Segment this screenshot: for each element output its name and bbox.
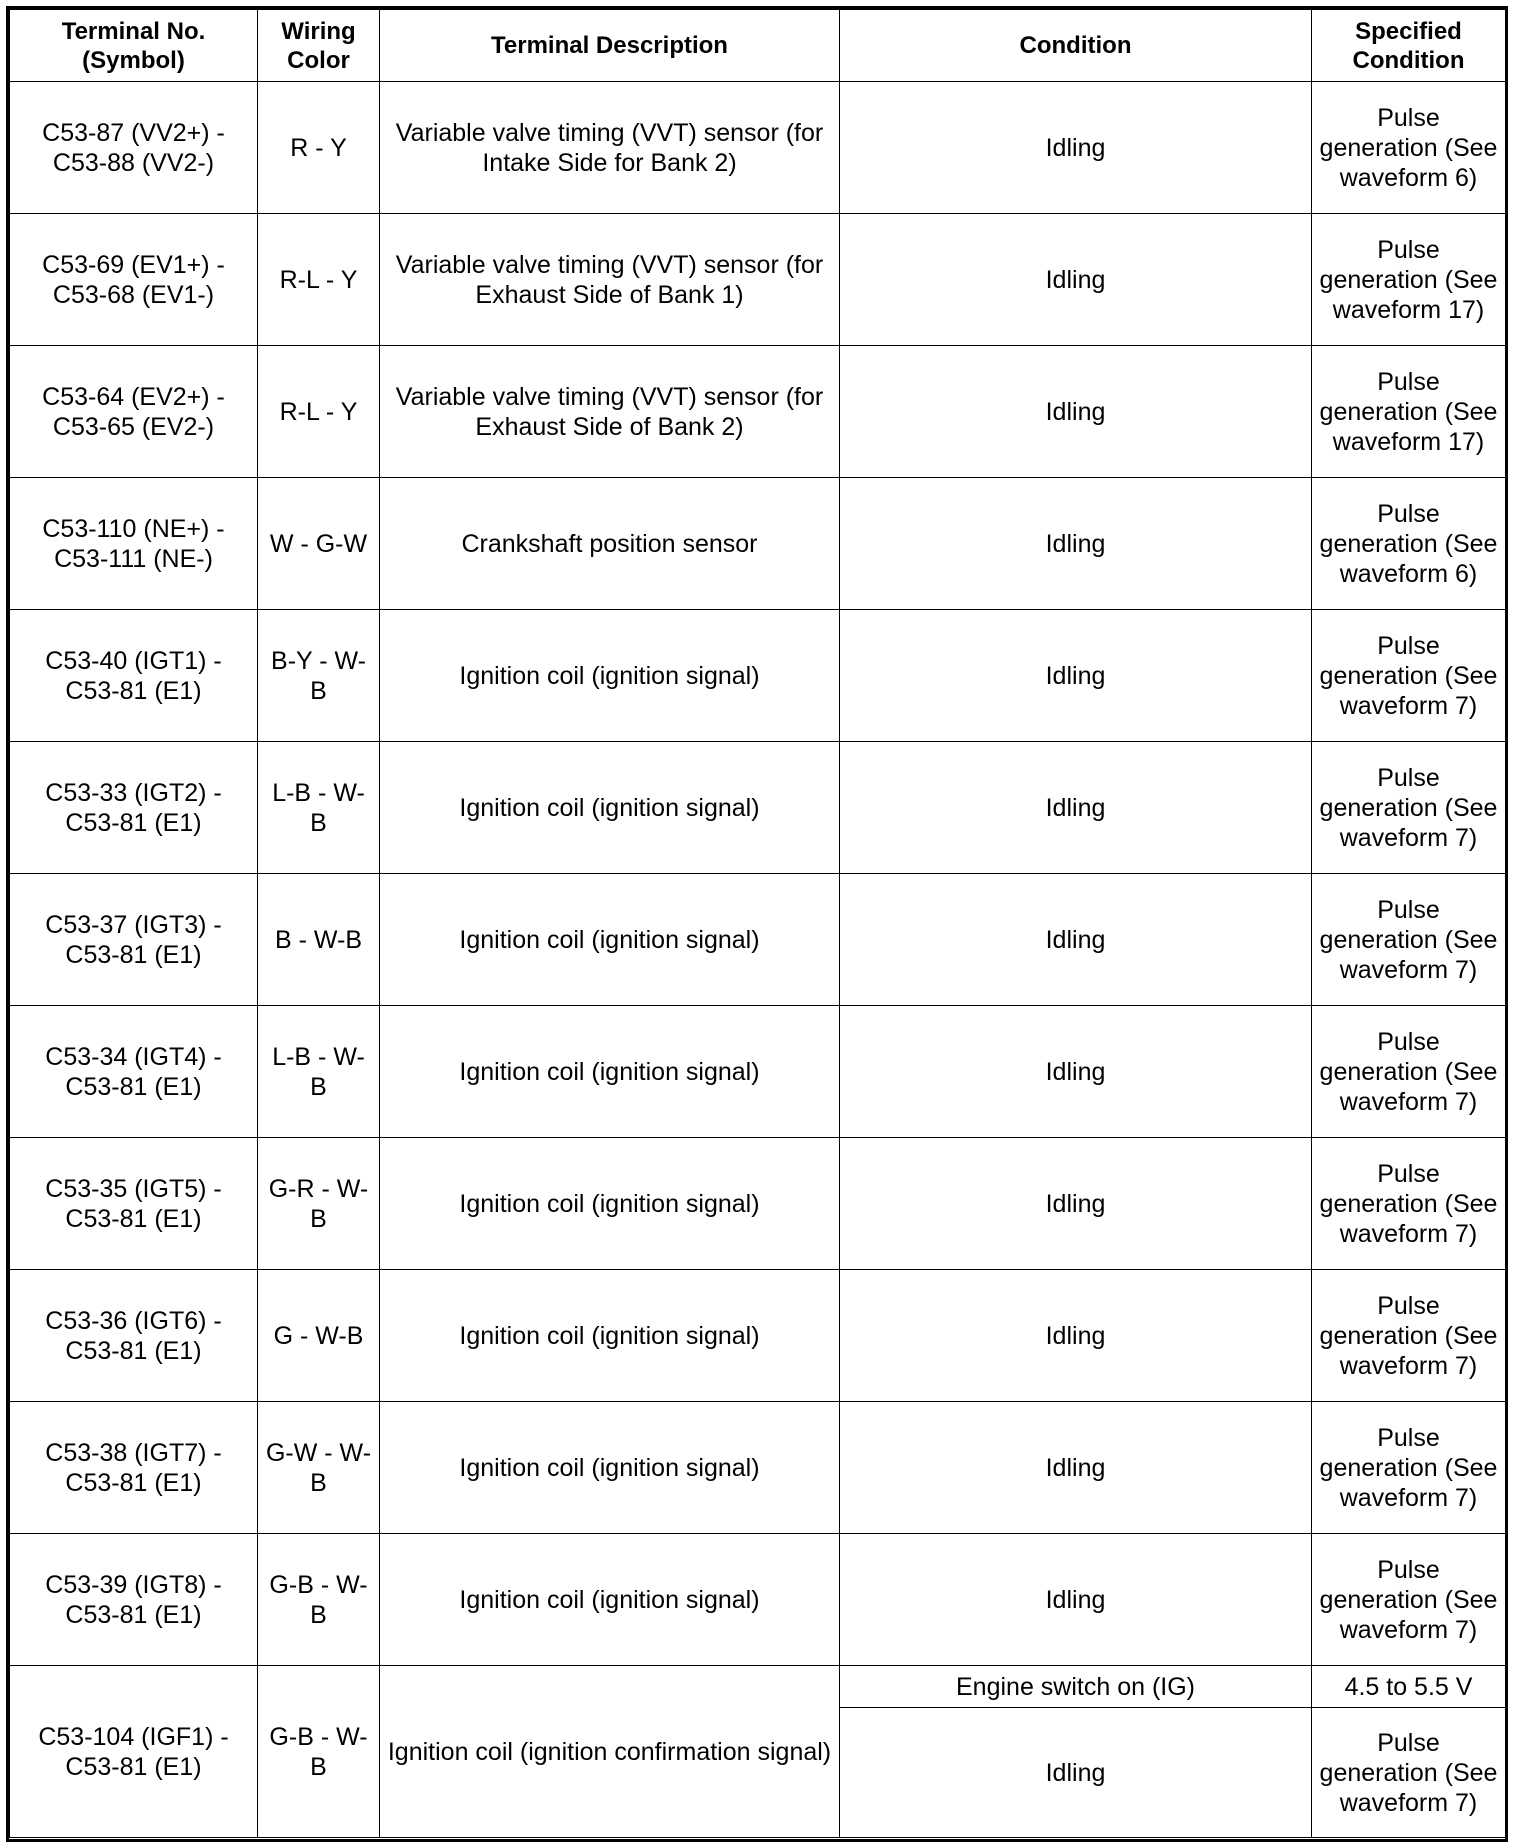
condition-cell: Idling bbox=[840, 346, 1312, 478]
table-row bbox=[10, 1402, 1506, 1534]
header-description: Terminal Description bbox=[380, 10, 840, 82]
terminal-cell: C53-33 (IGT2) - C53-81 (E1) bbox=[10, 742, 258, 874]
condition-cell: Idling bbox=[840, 1534, 1312, 1666]
wiring-cell: W - G-W bbox=[258, 478, 380, 610]
wiring-cell: R - Y bbox=[258, 82, 380, 214]
table-row bbox=[10, 1138, 1506, 1270]
specified-cell: Pulse generation (See waveform 7) bbox=[1312, 1708, 1506, 1838]
wiring-cell: R-L - Y bbox=[258, 214, 380, 346]
specified-cell: Pulse generation (See waveform 17) bbox=[1312, 346, 1506, 478]
specified-cell: Pulse generation (See waveform 7) bbox=[1312, 742, 1506, 874]
terminal-cell: C53-38 (IGT7) - C53-81 (E1) bbox=[10, 1402, 258, 1534]
description-cell: Ignition coil (ignition signal) bbox=[380, 1534, 840, 1666]
specified-cell: Pulse generation (See waveform 7) bbox=[1312, 1270, 1506, 1402]
specified-cell: Pulse generation (See waveform 7) bbox=[1312, 874, 1506, 1006]
table-row bbox=[10, 346, 1506, 478]
description-cell: Ignition coil (ignition signal) bbox=[380, 1402, 840, 1534]
condition-cell: Idling bbox=[840, 742, 1312, 874]
specified-cell: Pulse generation (See waveform 6) bbox=[1312, 478, 1506, 610]
specified-cell: 4.5 to 5.5 V bbox=[1312, 1666, 1506, 1708]
header-specified: Specified Condition bbox=[1312, 10, 1506, 82]
terminal-cell: C53-104 (IGF1) - C53-81 (E1) bbox=[10, 1666, 258, 1838]
description-cell: Ignition coil (ignition signal) bbox=[380, 742, 840, 874]
wiring-cell: G - W-B bbox=[258, 1270, 380, 1402]
condition-cell: Idling bbox=[840, 82, 1312, 214]
header-condition: Condition bbox=[840, 10, 1312, 82]
wiring-cell: G-B - W-B bbox=[258, 1666, 380, 1838]
terminal-cell: C53-35 (IGT5) - C53-81 (E1) bbox=[10, 1138, 258, 1270]
wiring-cell: G-W - W-B bbox=[258, 1402, 380, 1534]
table-row bbox=[10, 742, 1506, 874]
terminal-table bbox=[9, 9, 1506, 1838]
wiring-cell: B - W-B bbox=[258, 874, 380, 1006]
terminal-cell: C53-36 (IGT6) - C53-81 (E1) bbox=[10, 1270, 258, 1402]
terminal-cell: C53-69 (EV1+) - C53-68 (EV1-) bbox=[10, 214, 258, 346]
specified-cell: Pulse generation (See waveform 7) bbox=[1312, 1006, 1506, 1138]
condition-cell: Idling bbox=[840, 1708, 1312, 1838]
table-row-igf1 bbox=[10, 1666, 1506, 1708]
condition-cell: Idling bbox=[840, 1006, 1312, 1138]
description-cell: Variable valve timing (VVT) sensor (for Exhaust Side of Bank 2) bbox=[380, 346, 840, 478]
terminal-cell: C53-64 (EV2+) - C53-65 (EV2-) bbox=[10, 346, 258, 478]
terminal-table-frame bbox=[6, 6, 1508, 1842]
table-row bbox=[10, 478, 1506, 610]
description-cell: Ignition coil (ignition signal) bbox=[380, 610, 840, 742]
specified-cell: Pulse generation (See waveform 7) bbox=[1312, 1534, 1506, 1666]
specified-cell: Pulse generation (See waveform 7) bbox=[1312, 1402, 1506, 1534]
terminal-cell: C53-110 (NE+) - C53-111 (NE-) bbox=[10, 478, 258, 610]
terminal-cell: C53-37 (IGT3) - C53-81 (E1) bbox=[10, 874, 258, 1006]
header-row bbox=[10, 10, 1506, 82]
table-row bbox=[10, 1270, 1506, 1402]
table-row bbox=[10, 610, 1506, 742]
description-cell: Variable valve timing (VVT) sensor (for Exhaust Side of Bank 1) bbox=[380, 214, 840, 346]
condition-cell: Engine switch on (IG) bbox=[840, 1666, 1312, 1708]
table-row bbox=[10, 214, 1506, 346]
condition-cell: Idling bbox=[840, 214, 1312, 346]
wiring-cell: L-B - W-B bbox=[258, 742, 380, 874]
description-cell: Ignition coil (ignition confirmation signal) bbox=[380, 1666, 840, 1838]
wiring-cell: L-B - W-B bbox=[258, 1006, 380, 1138]
description-cell: Variable valve timing (VVT) sensor (for Intake Side for Bank 2) bbox=[380, 82, 840, 214]
table-row bbox=[10, 82, 1506, 214]
wiring-cell: R-L - Y bbox=[258, 346, 380, 478]
wiring-cell: B-Y - W-B bbox=[258, 610, 380, 742]
table-row bbox=[10, 1006, 1506, 1138]
terminal-cell: C53-39 (IGT8) - C53-81 (E1) bbox=[10, 1534, 258, 1666]
wiring-cell: G-B - W-B bbox=[258, 1534, 380, 1666]
terminal-cell: C53-87 (VV2+) - C53-88 (VV2-) bbox=[10, 82, 258, 214]
condition-cell: Idling bbox=[840, 1270, 1312, 1402]
condition-cell: Idling bbox=[840, 610, 1312, 742]
description-cell: Ignition coil (ignition signal) bbox=[380, 874, 840, 1006]
condition-cell: Idling bbox=[840, 1402, 1312, 1534]
table-row bbox=[10, 1534, 1506, 1666]
description-cell: Ignition coil (ignition signal) bbox=[380, 1006, 840, 1138]
condition-cell: Idling bbox=[840, 478, 1312, 610]
description-cell: Ignition coil (ignition signal) bbox=[380, 1270, 840, 1402]
table-row bbox=[10, 874, 1506, 1006]
description-cell: Crankshaft position sensor bbox=[380, 478, 840, 610]
condition-cell: Idling bbox=[840, 1138, 1312, 1270]
terminal-cell: C53-34 (IGT4) - C53-81 (E1) bbox=[10, 1006, 258, 1138]
specified-cell: Pulse generation (See waveform 7) bbox=[1312, 610, 1506, 742]
terminal-cell: C53-40 (IGT1) - C53-81 (E1) bbox=[10, 610, 258, 742]
header-wiring: Wiring Color bbox=[258, 10, 380, 82]
condition-cell: Idling bbox=[840, 874, 1312, 1006]
header-terminal: Terminal No. (Symbol) bbox=[10, 10, 258, 82]
specified-cell: Pulse generation (See waveform 7) bbox=[1312, 1138, 1506, 1270]
wiring-cell: G-R - W-B bbox=[258, 1138, 380, 1270]
specified-cell: Pulse generation (See waveform 6) bbox=[1312, 82, 1506, 214]
specified-cell: Pulse generation (See waveform 17) bbox=[1312, 214, 1506, 346]
description-cell: Ignition coil (ignition signal) bbox=[380, 1138, 840, 1270]
